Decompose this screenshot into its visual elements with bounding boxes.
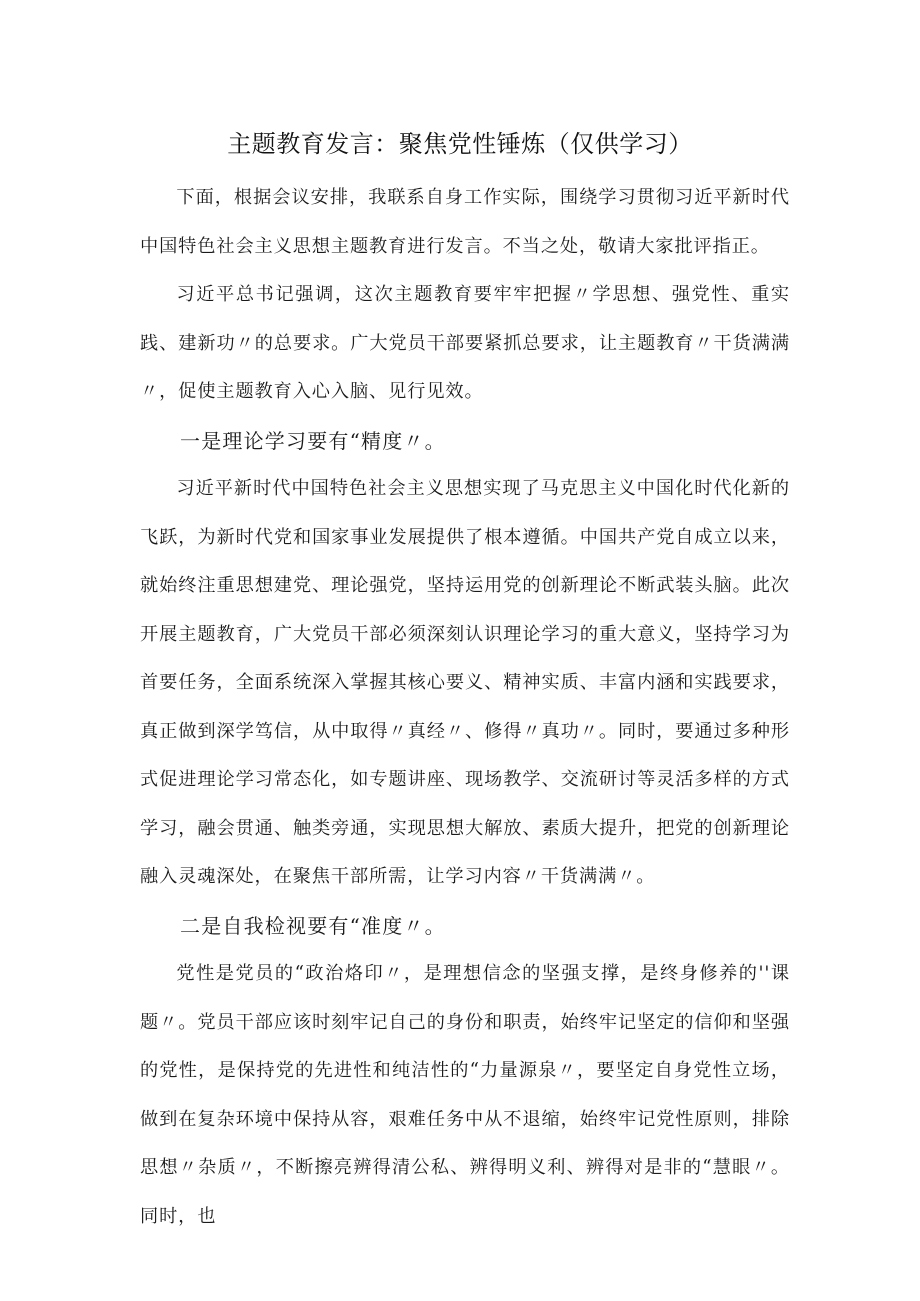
paragraph-requirements: 习近平总书记强调，这次主题教育要牢牢把握〃学思想、强党性、重实践、建新功〃的总要求。广大党员干部要紧抓总要求，让主题教育〃干货满满〃，促使主题教育入心入脑、见行见效。 xyxy=(140,284,790,402)
paragraph-intro: 下面，根据会议安排，我联系自身工作实际，围绕学习贯彻习近平新时代中国特色社会主义思想主题教育进行发言。不当之处，敬请大家批评指正。 xyxy=(140,187,790,257)
section-heading-self-examination: 二是自我检视要有“准度〃。 xyxy=(180,913,446,938)
paragraph-theory-study: 习近平新时代中国特色社会主义思想实现了马克思主义中国化时代化新的飞跃，为新时代党和国家事业发展提供了根本遵循。中国共产党自成立以来，就始终注重思想建党、理论强党，坚持运用党的创新理论不断武装头脑。此次开展主题教育，广大党员干部必须深刻认识理论学习的重大意义，坚持学习为首要任务，全面系统深入掌握其核心要义、精神实质、丰富内涵和实践要求，真正做到深学笃信，从中取得〃真经〃、修得〃真功〃。同时，要通过多种形式促进理论学习常态化，如专题讲座、现场教学、交流研讨等灵活多样的方式学习，融会贯通、触类旁通，实现思想大解放、素质大提升，把党的创新理论融入灵魂深处，在聚焦干部所需，让学习内容〃干货满满〃。 xyxy=(140,478,790,887)
paragraph-self-examination: 党性是党员的“政治烙印〃，是理想信念的坚强支撑，是终身修养的''课题〃。党员干部应该时刻牢记自己的身份和职责，始终牢记坚定的信仰和坚强的党性，是保持党的先进性和纯洁性的“力量源泉〃，要坚定自身党性立场，做到在复杂环境中保持从容，艰难任务中从不退缩，始终牢记党性原则，排除思想〃杂质〃，不断擦亮辨得清公私、辨得明义利、辨得对是非的“慧眼〃。同时，也 xyxy=(140,963,790,1227)
document-body xyxy=(140,174,790,1241)
document-title: 主题教育发言：聚焦党性锤炼（仅供学习） xyxy=(227,130,693,158)
section-heading-theory-study: 一是理论学习要有“精度〃。 xyxy=(180,428,446,453)
